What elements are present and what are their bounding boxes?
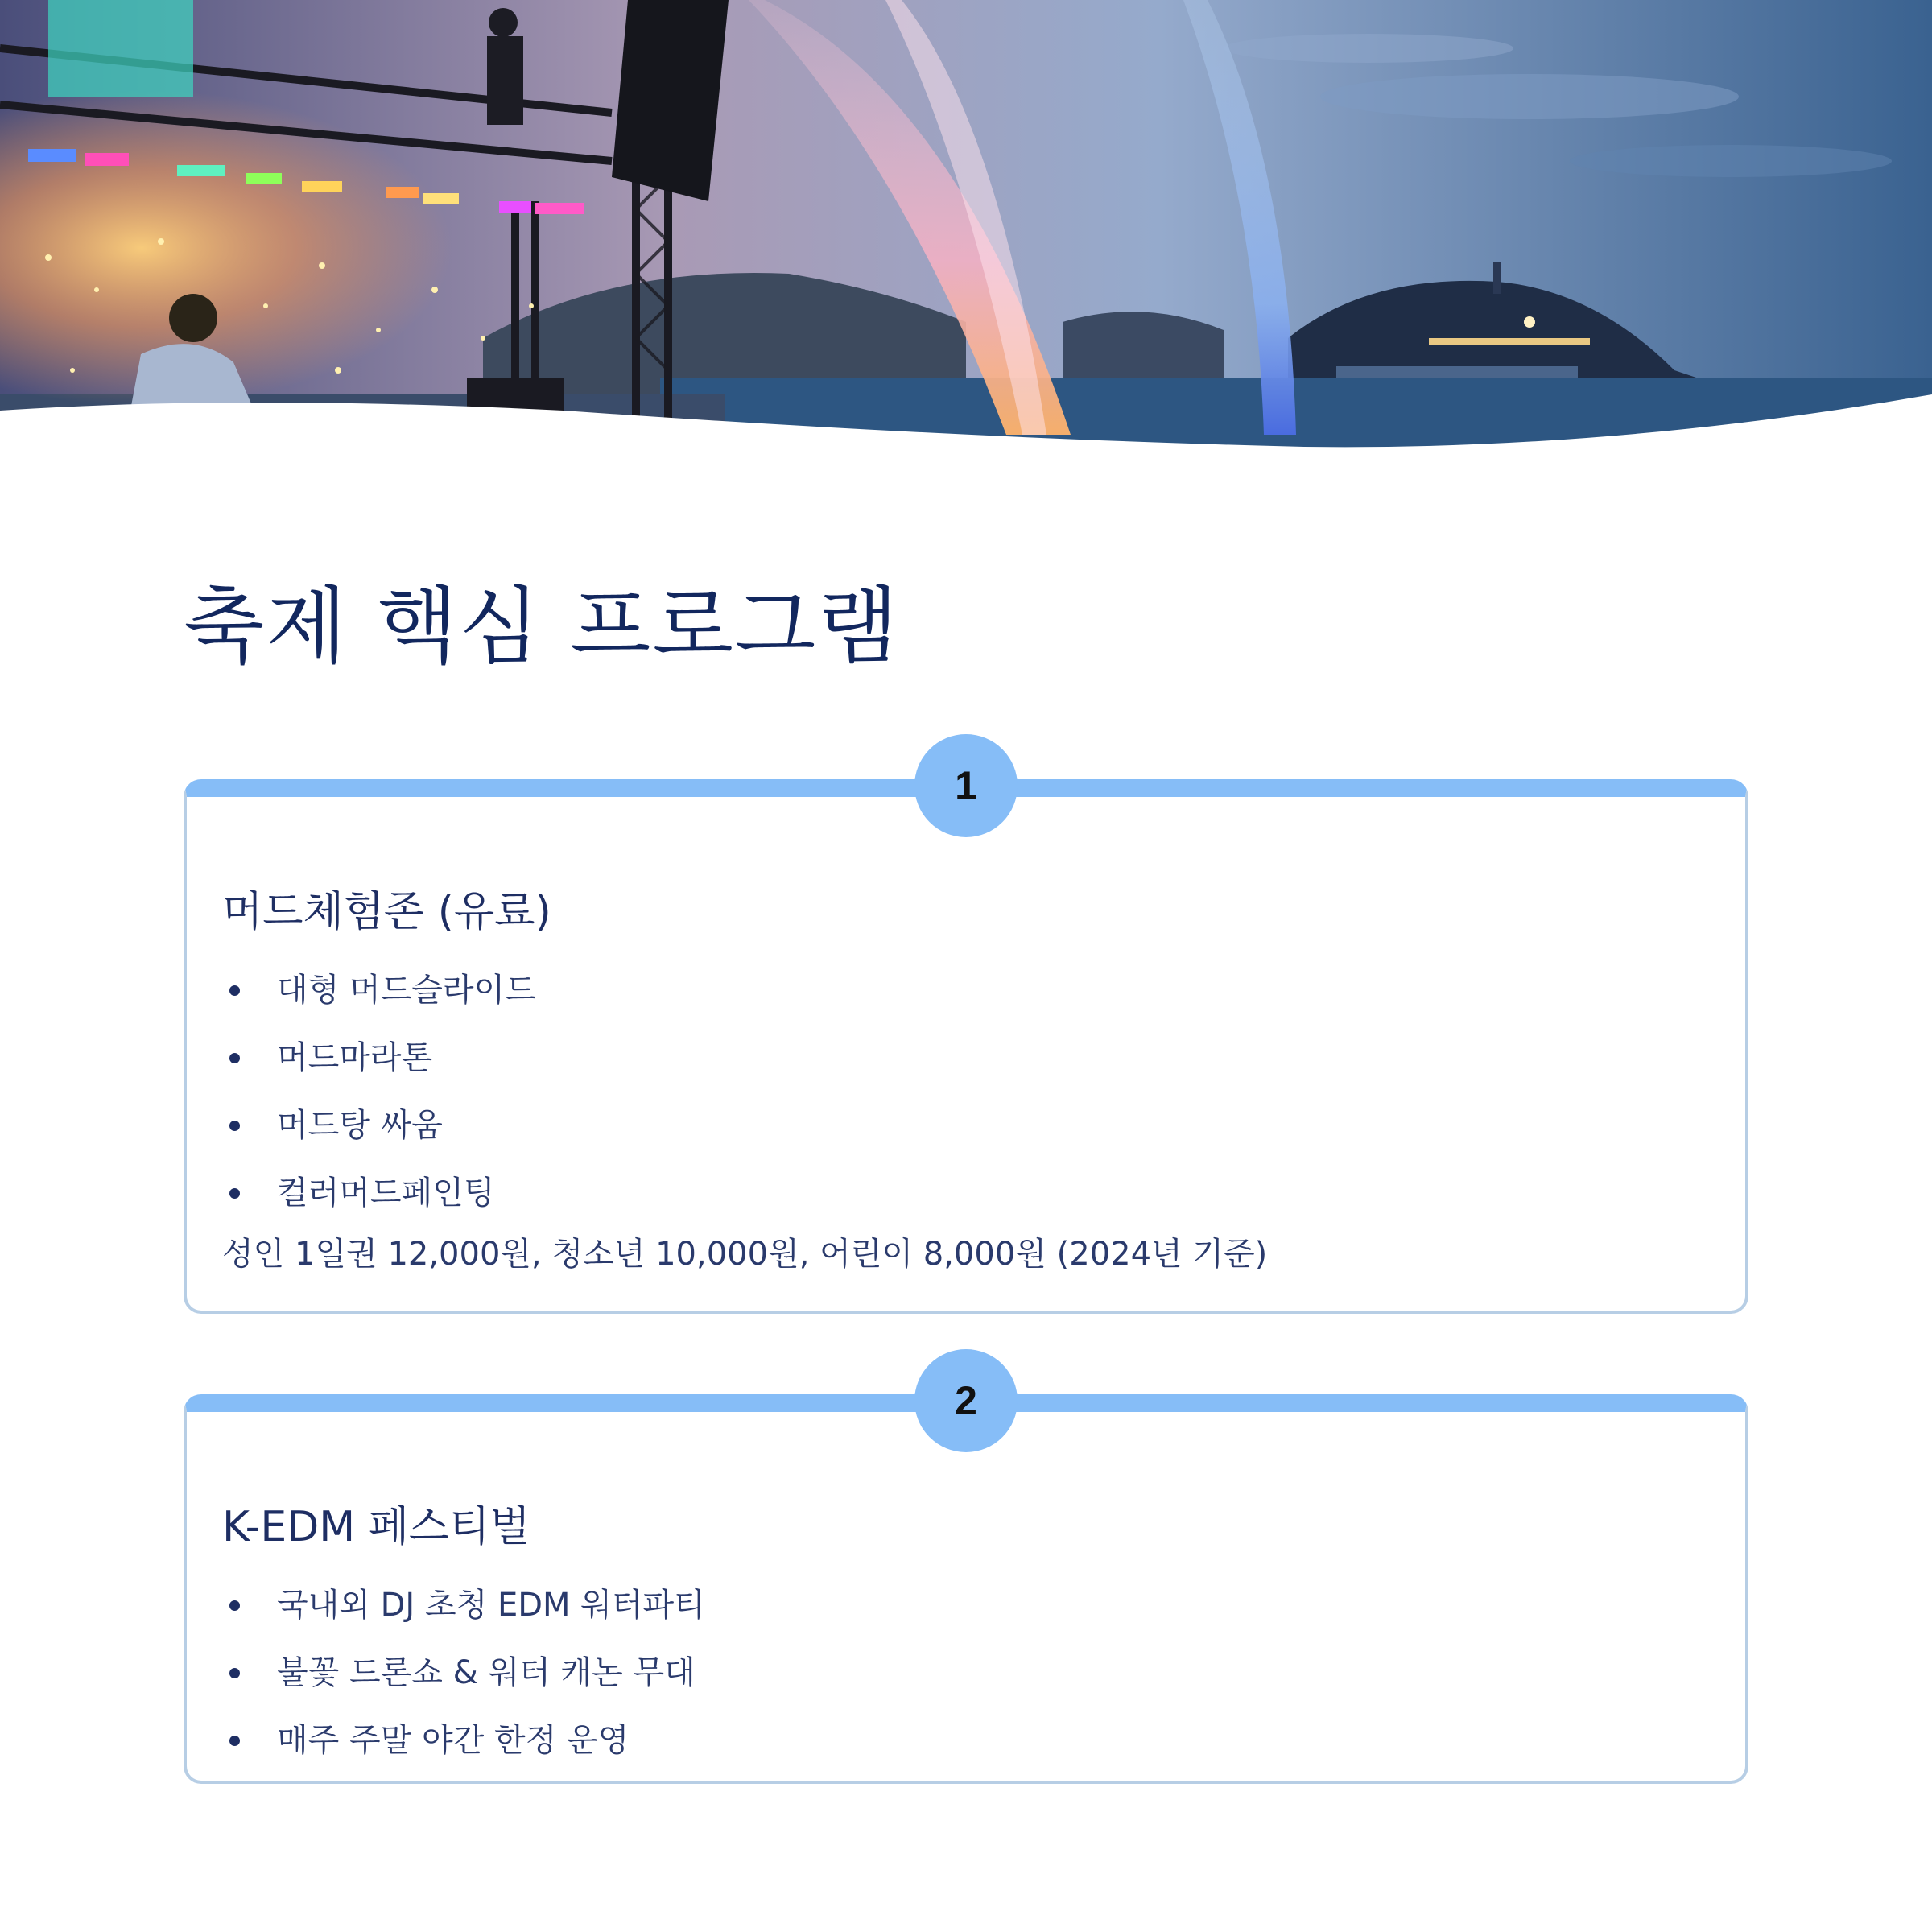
- bullet-icon: [229, 1668, 240, 1678]
- list-item: [222, 956, 536, 1024]
- list-item: [222, 1092, 536, 1159]
- list-item-text: 불꽃 드론쇼 & 워터 캐논 무대: [277, 1654, 696, 1691]
- program-item-list: [222, 956, 536, 1227]
- bullet-icon: [229, 1053, 240, 1063]
- page-title: 축제 핵심 프로그램: [184, 577, 900, 675]
- price-note: 성인 1일권 12,000원, 청소년 10,000원, 어린이 8,000원 (2024년 기준): [222, 1236, 1268, 1273]
- list-item-text: 컬러머드페인팅: [277, 1174, 495, 1212]
- list-item-text: 매주 주말 야간 한정 운영: [277, 1722, 630, 1759]
- festival-scene-illustration: [0, 0, 1932, 451]
- list-item: [222, 1639, 705, 1707]
- program-title: K-EDM 페스티벌: [222, 1503, 530, 1551]
- list-item-text: 머드탕 싸움: [277, 1107, 443, 1144]
- bullet-icon: [229, 1188, 240, 1199]
- program-number-badge: 1: [914, 734, 1018, 837]
- program-title: 머드체험존 (유료): [222, 888, 551, 936]
- list-item-text: 국내외 DJ 초청 EDM 워터파티: [277, 1587, 705, 1624]
- program-item-list: [222, 1571, 705, 1774]
- hero-image: [0, 0, 1932, 451]
- bullet-icon: [229, 1600, 240, 1611]
- program-number-badge: 2: [914, 1349, 1018, 1452]
- program-card-1: [184, 779, 1748, 1314]
- list-item: [222, 1571, 705, 1639]
- list-item: [222, 1707, 705, 1774]
- bullet-icon: [229, 1736, 240, 1746]
- program-card-2: [184, 1394, 1748, 1784]
- bullet-icon: [229, 985, 240, 996]
- list-item: [222, 1024, 536, 1092]
- list-item-text: 머드마라톤: [277, 1039, 433, 1076]
- list-item: [222, 1159, 536, 1227]
- list-item-text: 대형 머드슬라이드: [277, 972, 536, 1009]
- bullet-icon: [229, 1121, 240, 1131]
